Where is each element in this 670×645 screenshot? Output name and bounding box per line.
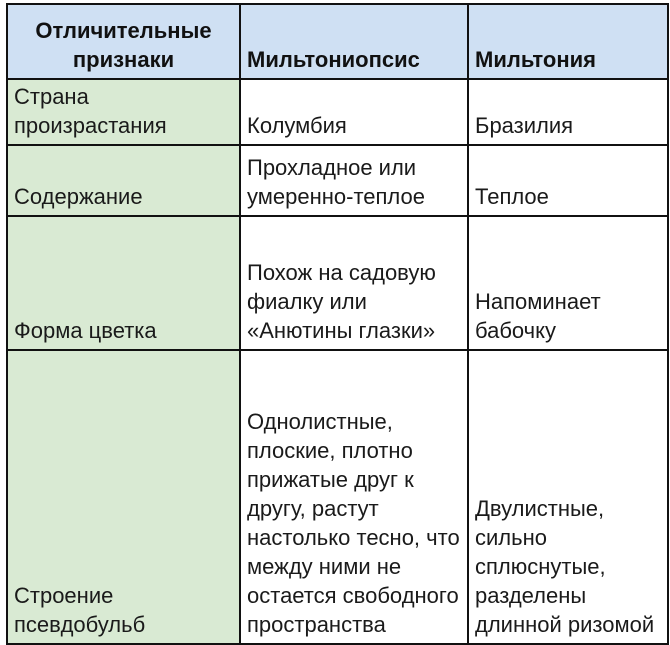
miltoniopsis-cell: Колумбия [240,79,468,145]
miltonia-cell: Напоминает бабочку [468,216,668,350]
miltoniopsis-cell: Похож на садовую фиалку или «Анютины глазки» [240,216,468,350]
table-row [7,79,668,145]
header-cell-features: Отличительные признаки [7,4,240,79]
header-row [7,4,668,79]
miltonia-cell: Двулистные, сильно сплюснутые, разделены длинной ризомой [468,350,668,644]
table-row [7,350,668,644]
miltonia-cell: Теплое [468,145,668,216]
feature-cell: Страна произрастания [7,79,240,145]
feature-cell: Форма цветка [7,216,240,350]
table-row [7,216,668,350]
miltoniopsis-cell: Прохладное или умеренно-теплое [240,145,468,216]
feature-cell: Строение псевдобульб [7,350,240,644]
miltonia-cell: Бразилия [468,79,668,145]
header-cell-miltoniopsis: Мильтониопсис [240,4,468,79]
header-cell-miltonia: Мильтония [468,4,668,79]
table-row [7,145,668,216]
miltoniopsis-cell: Однолистные, плоские, плотно прижатые друг к другу, растут настолько тесно, что между ними не остается свободного пространства [240,350,468,644]
comparison-table [6,3,669,645]
feature-cell: Содержание [7,145,240,216]
